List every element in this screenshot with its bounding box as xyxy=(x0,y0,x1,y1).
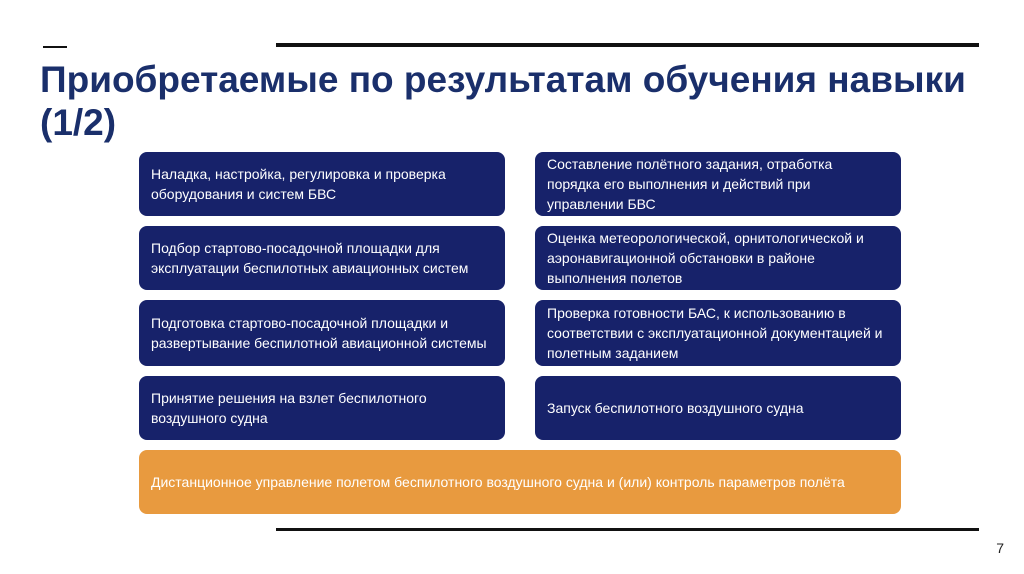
skill-text: Дистанционное управление полетом беспилотного воздушного судна и (или) контроль параметров полёта xyxy=(151,474,845,490)
short-divider xyxy=(43,46,67,48)
skill-text: Принятие решения на взлет беспилотного воздушного судна xyxy=(151,390,427,426)
page-title xyxy=(40,58,1000,144)
skill-text: Наладка, настройка, регулировка и проверка оборудования и систем БВС xyxy=(151,166,446,202)
skill-box-right-4 xyxy=(535,376,901,440)
skill-text: Запуск беспилотного воздушного судна xyxy=(547,400,804,416)
skill-text: Составление полётного задания, отработка порядка его выполнения и действий при управлении БВС xyxy=(547,156,833,212)
skill-text: Оценка метеорологической, орнитологической и аэронавигационной обстановки в районе выполнения полетов xyxy=(547,230,864,286)
skill-text: Подбор стартово-посадочной площадки для эксплуатации беспилотных авиационных систем xyxy=(151,240,469,276)
title-line-1: Приобретаемые по результатам обучения навыки xyxy=(40,59,966,100)
skill-text: Подготовка стартово-посадочной площадки и развертывание беспилотной авиационной системы xyxy=(151,315,487,351)
skill-box-right-2 xyxy=(535,226,901,290)
skill-box-left-3 xyxy=(139,300,505,366)
skill-box-wide xyxy=(139,450,901,514)
skill-text: Проверка готовности БАС, к использованию в соответствии с эксплуатационной документацией и полетным заданием xyxy=(547,305,883,361)
skill-box-left-1 xyxy=(139,152,505,216)
skill-box-right-1 xyxy=(535,152,901,216)
page-number: 7 xyxy=(996,540,1004,556)
skill-box-right-3 xyxy=(535,300,901,366)
skill-box-left-2 xyxy=(139,226,505,290)
bottom-divider xyxy=(276,528,979,531)
title-line-2: (1/2) xyxy=(40,102,117,143)
top-divider xyxy=(276,43,979,47)
skill-box-left-4 xyxy=(139,376,505,440)
